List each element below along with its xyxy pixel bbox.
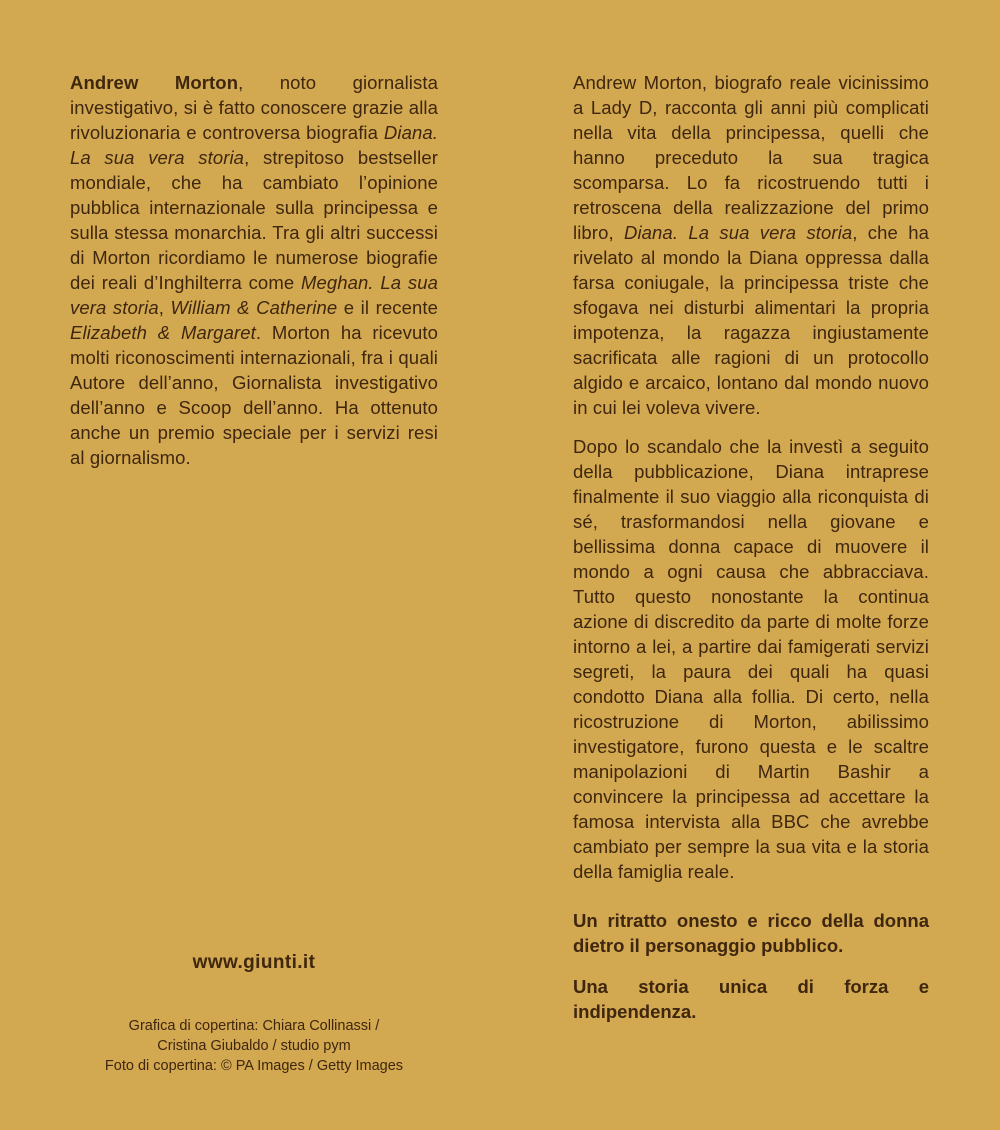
synopsis-paragraph-2: Dopo lo scandalo che la investì a seguito della pubblicazione, Diana intraprese finalmente il suo viaggio alla riconquista di sé, trasformandosi nella giovane e bellissima donna capace di muovere il mondo a ogni causa che abbracciava. Tutto questo nonostante la continua azione di discredito da parte di molte forze intorno a lei, a partire dai famigerati servizi segreti, la paura dei quali ha quasi condotto Diana alla follia. Di certo, nella ricostruzione di Morton, abilissimo investigatore, furono questa e le scaltre manipolazioni di Martin Bashir a convincere la principessa ad accettare la famosa intervista alla BBC che avrebbe cambiato per sempre la sua vita e la storia della famiglia reale.: [573, 436, 929, 882]
synopsis-paragraph-1: Andrew Morton, biografo reale vicinissimo a Lady D, racconta gli anni più complicati nella vita della principessa, quelli che hanno preceduto la sua tragica scomparsa. Lo fa ricostruendo tutti i retroscena della realizzazione del primo libro, Diana. La sua vera storia, che ha rivelato al mondo la Diana oppressa dalla farsa coniugale, la principessa triste che sfogava nei disturbi alimentari la propria impotenza, la ragazza ingiustamente sacrificata alle ragioni di un protocollo algido e arcaico, lontano dal mondo nuovo in cui lei voleva vivere.: [573, 72, 929, 418]
author-bio-paragraph: Andrew Morton, noto giornalista investigativo, si è fatto conoscere grazie alla rivoluzionaria e controversa biografia Diana. La sua vera storia, strepitoso bestseller mondiale, che ha cambiato l’opinione pubblica internazionale sulla principessa e sulla stessa monarchia. Tra gli altri successi di Morton ricordiamo le numerose biografie dei reali d’Inghilterra come Meghan. La sua vera storia, William & Catherine e il recente Elizabeth & Margaret. Morton ha ricevuto molti riconoscimenti internazionali, fra i quali Autore dell’anno, Giornalista investigativo dell’anno e Scoop dell’anno. Ha ottenuto anche un premio speciale per i servizi resi al giornalismo.: [70, 72, 439, 468]
left-column: [70, 70, 438, 1076]
right-column: [573, 70, 929, 1024]
left-footer: [70, 952, 438, 1076]
cover-design-credit-line-2: Cristina Giubaldo / studio pym: [157, 1038, 351, 1054]
publisher-website: www.giunti.it: [192, 952, 316, 973]
tagline-1: Un ritratto onesto e ricco della donna dietro il personaggio pubblico.: [573, 910, 929, 956]
credits-block: [70, 1016, 438, 1076]
cover-design-credit-line-1: Grafica di copertina: Chiara Collinassi /: [128, 1018, 380, 1034]
tagline-2: Una storia unica di forza e indipendenza.: [573, 976, 929, 1022]
cover-photo-credit: Foto di copertina: © PA Images / Getty Images: [104, 1058, 404, 1074]
